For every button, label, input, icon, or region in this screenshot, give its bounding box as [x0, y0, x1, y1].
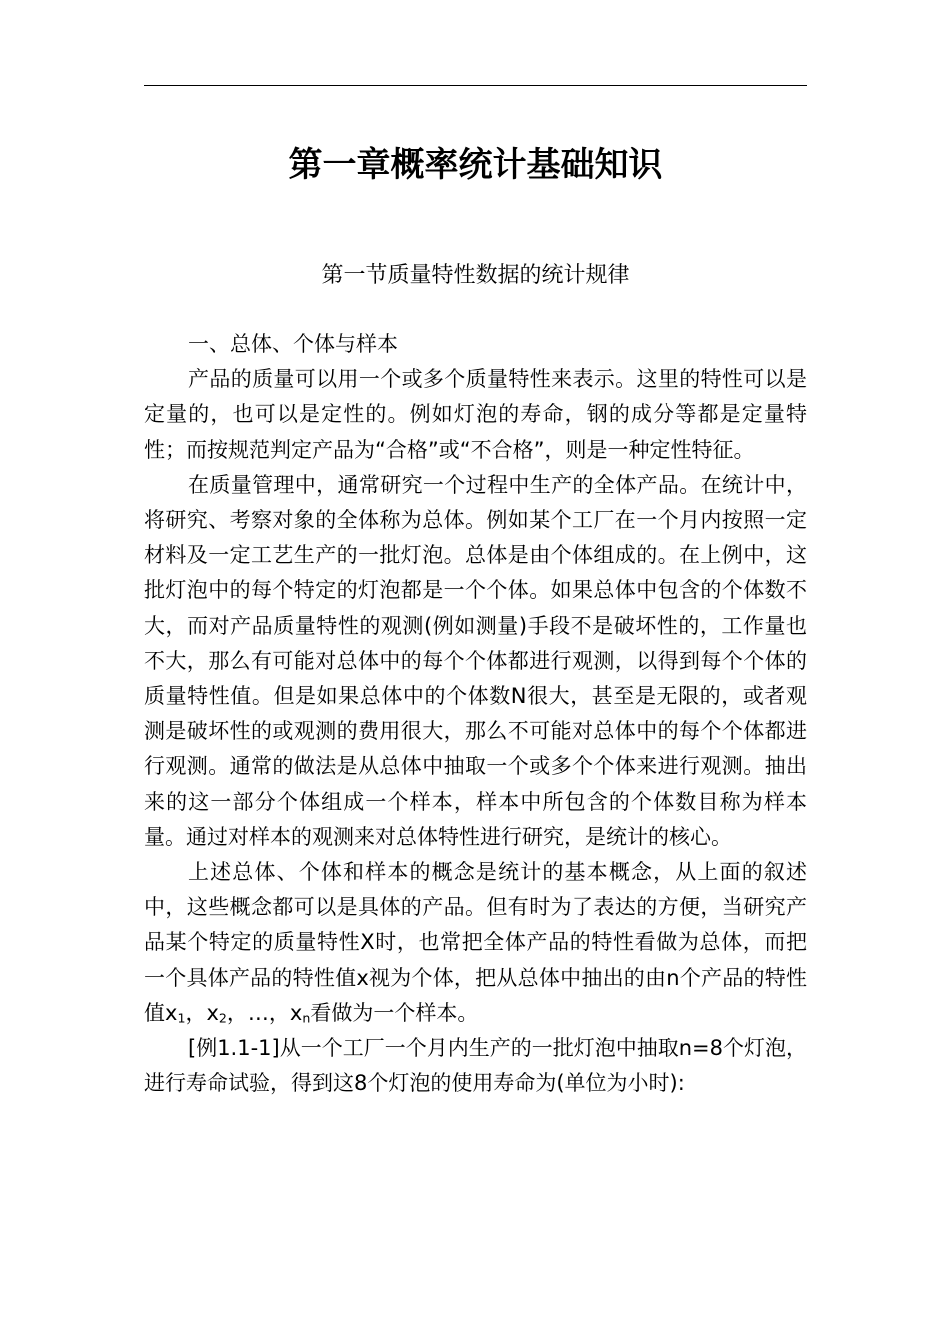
separator-2: ，…，x [226, 1000, 303, 1025]
chapter-title: 第一章概率统计基础知识 [288, 145, 663, 185]
subscript-n: n [302, 1010, 311, 1026]
separator-1: ，x [185, 1000, 219, 1025]
paragraph-sample-concept-text: 上述总体、个体和样本的概念是统计的基本概念，从上面的叙述中，这些概念都可以是具体的产品。但有时为了表达的方便，当研究产品某个特定的质量特性X时，也常把全体产品的特性看做为总体，而把一个具体产品的特性值x视为个体，把从总体中抽出的由n个产品的特性值x [144, 860, 807, 1025]
paragraph-quality-characteristics: 产品的质量可以用一个或多个质量特性来表示。这里的特性可以是定量的，也可以是定性的。例如灯泡的寿命，钢的成分等都是定量特性；而按规范判定产品为“合格”或“不合格”，则是一种定性特征。 [144, 367, 807, 462]
section-title: 第一节质量特性数据的统计规律 [321, 263, 630, 288]
subsection-heading: 一、总体、个体与样本 [188, 332, 398, 356]
document-body [144, 327, 807, 1101]
subscript-1: 1 [177, 1010, 186, 1026]
paragraph-population-definition: 在质量管理中，通常研究一个过程中生产的全体产品。在统计中，将研究、考察对象的全体称为总体。例如某个工厂在一个月内按照一定材料及一定工艺生产的一批灯泡。总体是由个体组成的。在上例中，这批灯泡中的每个特定的灯泡都是一个个体。如果总体中包含的个体数不大，而对产品质量特性的观测(例如测量)手段不是破坏性的，工作量也不大，那么有可能对总体中的每个个体都进行观测，以得到每个个体的质量特性值。但是如果总体中的个体数N很大，甚至是无限的，或者观测是破坏性的或观测的费用很大，那么不可能对总体中的每个个体都进行观测。通常的做法是从总体中抽取一个或多个个体来进行观测。抽出来的这一部分个体组成一个样本，样本中所包含的个体数目称为样本量。通过对样本的观测来对总体特性进行研究，是统计的核心。 [144, 472, 807, 849]
paragraph-sample-concept [144, 855, 807, 1031]
paragraph-sample-concept-end: 看做为一个样本。 [310, 1000, 479, 1025]
header-rule [144, 85, 807, 86]
paragraph-example-1-1-1: [例1.1-1]从一个工厂一个月内生产的一批灯泡中抽取n=8个灯泡，进行寿命试验，得到这8个灯泡的使用寿命为(单位为小时): [144, 1036, 807, 1096]
subscript-2: 2 [218, 1010, 227, 1026]
